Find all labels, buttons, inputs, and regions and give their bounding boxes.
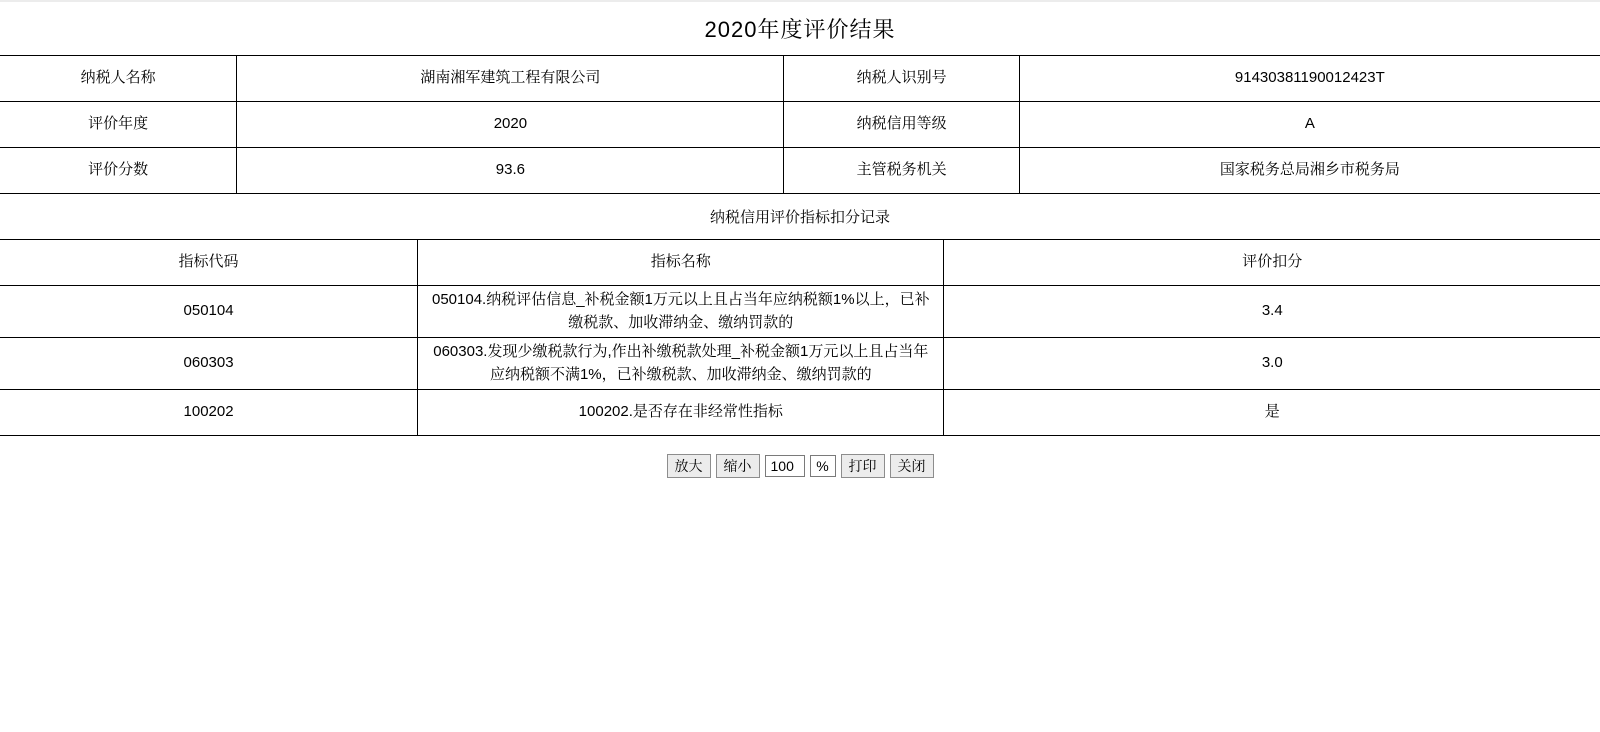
zoom-out-button[interactable]: 缩小 bbox=[716, 454, 760, 478]
info-label-credit-rating: 纳税信用等级 bbox=[784, 102, 1019, 148]
info-value-credit-rating: A bbox=[1019, 102, 1600, 148]
zoom-percent-input[interactable] bbox=[765, 455, 805, 477]
table-row bbox=[0, 286, 1600, 338]
info-value-tax-authority: 国家税务总局湘乡市税务局 bbox=[1019, 148, 1600, 194]
percent-sign-box: % bbox=[810, 455, 836, 477]
table-row bbox=[0, 102, 1600, 148]
deduction-value: 3.4 bbox=[944, 286, 1600, 338]
info-label-taxpayer-id: 纳税人识别号 bbox=[784, 56, 1019, 102]
indicator-code: 100202 bbox=[0, 390, 418, 436]
deduction-value: 3.0 bbox=[944, 338, 1600, 390]
close-button[interactable]: 关闭 bbox=[890, 454, 934, 478]
table-row bbox=[0, 148, 1600, 194]
info-value-eval-score: 93.6 bbox=[237, 148, 784, 194]
info-label-tax-authority: 主管税务机关 bbox=[784, 148, 1019, 194]
print-button[interactable]: 打印 bbox=[841, 454, 885, 478]
indicator-name: 050104.纳税评估信息_补税金额1万元以上且占当年应纳税额1%以上，已补缴税款、加收滞纳金、缴纳罚款的 bbox=[418, 286, 944, 338]
preview-toolbar bbox=[0, 454, 1600, 478]
table-row bbox=[0, 338, 1600, 390]
indicator-name: 060303.发现少缴税款行为,作出补缴税款处理_补税金额1万元以上且占当年应纳税额不满1%，已补缴税款、加收滞纳金、缴纳罚款的 bbox=[418, 338, 944, 390]
table-header-row bbox=[0, 240, 1600, 286]
info-label-eval-year: 评价年度 bbox=[0, 102, 237, 148]
taxpayer-info-table bbox=[0, 55, 1600, 194]
info-label-eval-score: 评价分数 bbox=[0, 148, 237, 194]
zoom-in-button[interactable]: 放大 bbox=[667, 454, 711, 478]
deduction-section-title: 纳税信用评价指标扣分记录 bbox=[709, 209, 890, 226]
deduction-record-table bbox=[0, 239, 1600, 436]
info-value-eval-year: 2020 bbox=[237, 102, 784, 148]
info-label-taxpayer-name: 纳税人名称 bbox=[0, 56, 237, 102]
indicator-name: 100202.是否存在非经常性指标 bbox=[418, 390, 944, 436]
table-row bbox=[0, 56, 1600, 102]
column-header-indicator-code: 指标代码 bbox=[0, 240, 418, 286]
indicator-code: 060303 bbox=[0, 338, 418, 390]
info-value-taxpayer-name: 湖南湘军建筑工程有限公司 bbox=[237, 56, 784, 102]
deduction-value: 是 bbox=[944, 390, 1600, 436]
info-value-taxpayer-id: 91430381190012423T bbox=[1019, 56, 1600, 102]
column-header-deduction: 评价扣分 bbox=[944, 240, 1600, 286]
table-row bbox=[0, 390, 1600, 436]
page-title: 2020年度评价结果 bbox=[704, 17, 896, 42]
column-header-indicator-name: 指标名称 bbox=[418, 240, 944, 286]
indicator-code: 050104 bbox=[0, 286, 418, 338]
